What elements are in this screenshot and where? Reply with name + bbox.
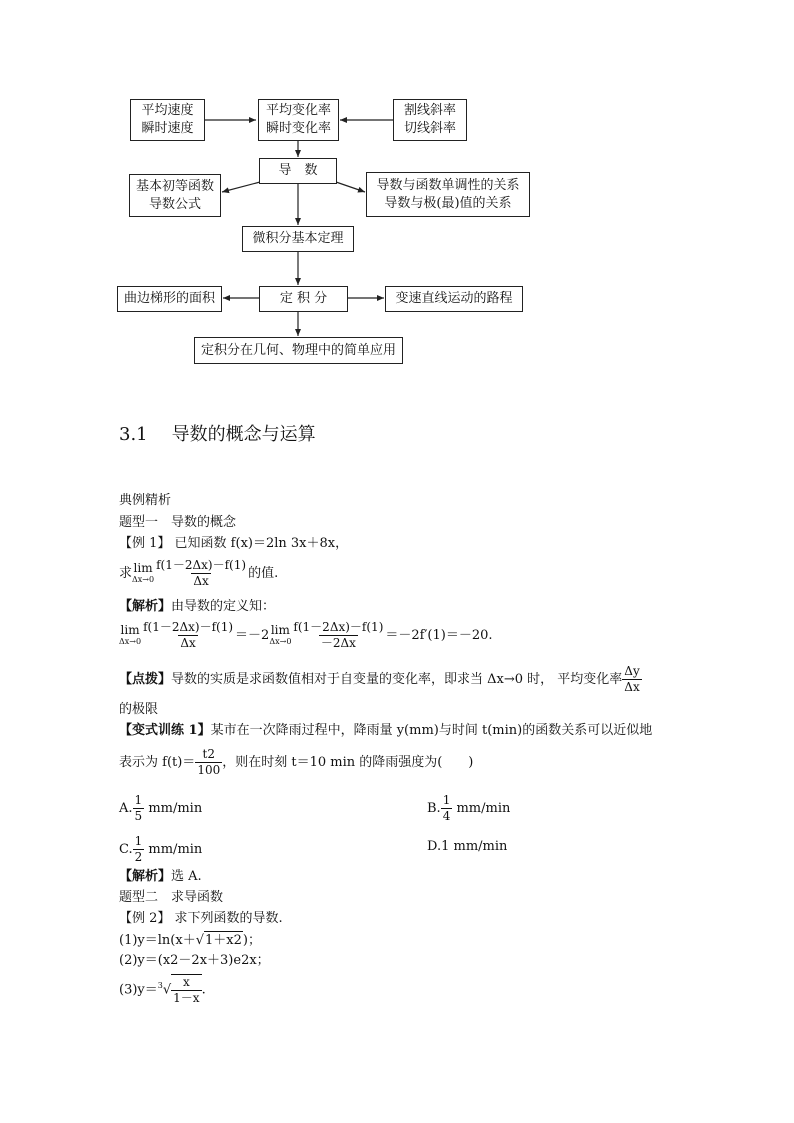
example2-text: 求下列函数的导数. [174,911,283,926]
box-variable-motion [385,286,523,312]
quotient-3-numerator: f(1－2Δx)－f(1) [293,620,384,634]
limit-subscript: Δx→0 [132,574,155,584]
box-curved-trapezoid-area [117,286,222,312]
question-2: (2)y＝(x2－2x＋3)e2x； [119,953,270,968]
box-calculus-theorem-label: 微积分基本定理 [252,231,344,246]
question-3-root-index: 3 [157,981,163,991]
box-derivative [259,158,337,184]
option-a-unit: mm/min [148,801,203,816]
box-average-speed-line2: 瞬时速度 [141,121,194,136]
option-a [119,793,202,824]
option-c [119,834,202,865]
option-b-letter: B. [427,801,441,816]
difference-quotient-numerator: f(1－2Δx)－f(1) [156,558,247,572]
variant1-fraction-denominator: 100 [197,763,221,777]
tip-line [119,664,642,695]
option-c-fraction [133,834,145,865]
section-number: 3.1 [119,424,148,445]
box-average-speed [130,99,205,141]
tip-label: 【点拨】 [119,672,172,687]
variant1-fraction [195,747,222,778]
box-secant-slope [393,99,467,141]
limit-subscript-2: Δx→0 [119,636,142,646]
question-1-radicand: 1＋x2 [205,933,242,948]
box-average-rate-line2: 瞬时变化率 [265,121,331,136]
example1-line [119,535,348,553]
box-derivative-label: 导 数 [278,163,318,178]
type2-heading: 题型二 求导函数 [119,890,224,905]
difference-quotient [154,558,248,589]
option-c-numerator: 1 [134,834,143,848]
box-secant-slope-line2: 切线斜率 [403,121,456,136]
solution1-mid: ＝－2 [235,628,270,643]
option-b-unit: mm/min [456,801,511,816]
option-a-numerator: 1 [134,793,143,807]
question-1-b: )； [242,933,261,948]
question-3-fraction [171,974,201,1006]
question-3-b: . [201,982,206,998]
variant1-text2-b: ，则在时刻 t＝10 min 的降雨强度为( ) [222,755,474,770]
solution2-line [119,868,202,886]
solution1-end: ＝－2f′(1)＝－20. [385,628,493,643]
question-3-denominator: 1－x [173,991,200,1005]
solution1-line [119,598,275,616]
question-3-numerator: x [182,975,190,989]
box-secant-slope-line1: 割线斜率 [403,103,456,118]
variant1-text2-a: 表示为 f(t)＝ [119,755,196,770]
question-3-a: (3)y＝ [119,982,158,998]
variant1-label: 【变式训练 1】 [119,723,211,738]
quotient-3-denominator: －2Δx [320,636,356,650]
option-b-denominator: 4 [442,809,451,823]
option-b-fraction [441,793,453,824]
solution1-label: 【解析】 [119,599,172,614]
limit-operator-3 [269,622,292,647]
option-d: D.1 mm/min [427,839,508,854]
box-average-rate [258,99,339,141]
box-monotonicity-line2: 导数与极(最)值的关系 [384,195,512,211]
solution2-text: 选 A. [171,869,202,884]
example1-question [119,558,278,589]
quotient-3 [291,620,385,651]
variant1-fraction-numerator: t2 [202,747,215,761]
example2-line [119,910,283,928]
section-title: 导数的概念与运算 [171,424,316,445]
quotient-2-numerator: f(1－2Δx)－f(1) [143,620,234,634]
tip-fraction-numerator: Δy [624,664,640,678]
variant1-line [119,722,652,740]
solution1-equation [119,620,493,651]
quotient-2-denominator: Δx [180,636,196,650]
option-a-denominator: 5 [134,809,143,823]
question-1-a: (1)y＝ln(x＋ [119,933,196,948]
option-b-numerator: 1 [442,793,451,807]
option-c-letter: C. [119,842,133,857]
box-variable-motion-label: 变速直线运动的路程 [395,291,513,306]
option-b [427,793,510,824]
box-average-speed-line1: 平均速度 [141,103,194,118]
examples-heading: 典例精析 [119,493,172,508]
tip-fraction [622,664,641,695]
example1-ask-prefix: 求 [119,566,133,581]
variant1-text: 某市在一次降雨过程中，降雨量 y(mm)与时间 t(min)的函数关系可以近似地 [210,723,653,738]
example1-label: 【例 1】 [119,536,171,551]
option-c-unit: mm/min [148,842,203,857]
box-basic-functions [129,174,221,217]
box-average-rate-line1: 平均变化率 [265,103,331,118]
limit-subscript-3: Δx→0 [269,636,292,646]
question-1: (1)y＝ln(x＋√1＋x2)； [119,933,261,948]
box-applications-label: 定积分在几何、物理中的简单应用 [200,342,396,358]
solution2-label: 【解析】 [119,869,172,884]
tip-text: 导数的实质是求函数值相对于自变量的变化率，即求当 Δx→0 时， 平均变化率 [171,672,623,687]
box-definite-integral [259,286,348,312]
limit-word-3: lim [270,622,290,637]
section-heading [119,420,316,446]
type1-heading: 题型一 导数的概念 [119,515,237,530]
box-monotonicity-line1: 导数与函数单调性的关系 [376,177,520,193]
question-3: (3)y＝$^3$√ $\frac{x}{1-x}$ . [119,975,206,1005]
option-a-fraction [133,793,145,824]
box-basic-functions-line1: 基本初等函数 [135,178,214,194]
tip-end: 的极限 [119,702,159,717]
quotient-2 [141,620,235,651]
limit-operator-2 [119,622,142,647]
limit-operator [132,560,155,585]
example2-label: 【例 2】 [119,911,171,926]
example1-text: 已知函数 f(x)＝2ln 3x＋8x， [174,536,349,551]
limit-word-2: lim [120,622,140,637]
box-definite-integral-label: 定 积 分 [279,291,328,306]
option-c-denominator: 2 [134,850,143,864]
option-a-letter: A. [119,801,133,816]
tip-fraction-denominator: Δx [624,680,640,694]
difference-quotient-denominator: Δx [193,574,209,588]
variant1-line2 [119,747,473,778]
box-calculus-theorem [242,226,354,252]
box-curved-trapezoid-area-label: 曲边梯形的面积 [123,291,215,306]
limit-word: lim [133,560,153,575]
box-basic-functions-line2: 导数公式 [148,196,201,212]
solution1-text: 由导数的定义知： [171,599,276,614]
example1-ask-suffix: 的值. [248,566,279,581]
box-applications [194,337,403,364]
box-monotonicity [366,172,530,217]
